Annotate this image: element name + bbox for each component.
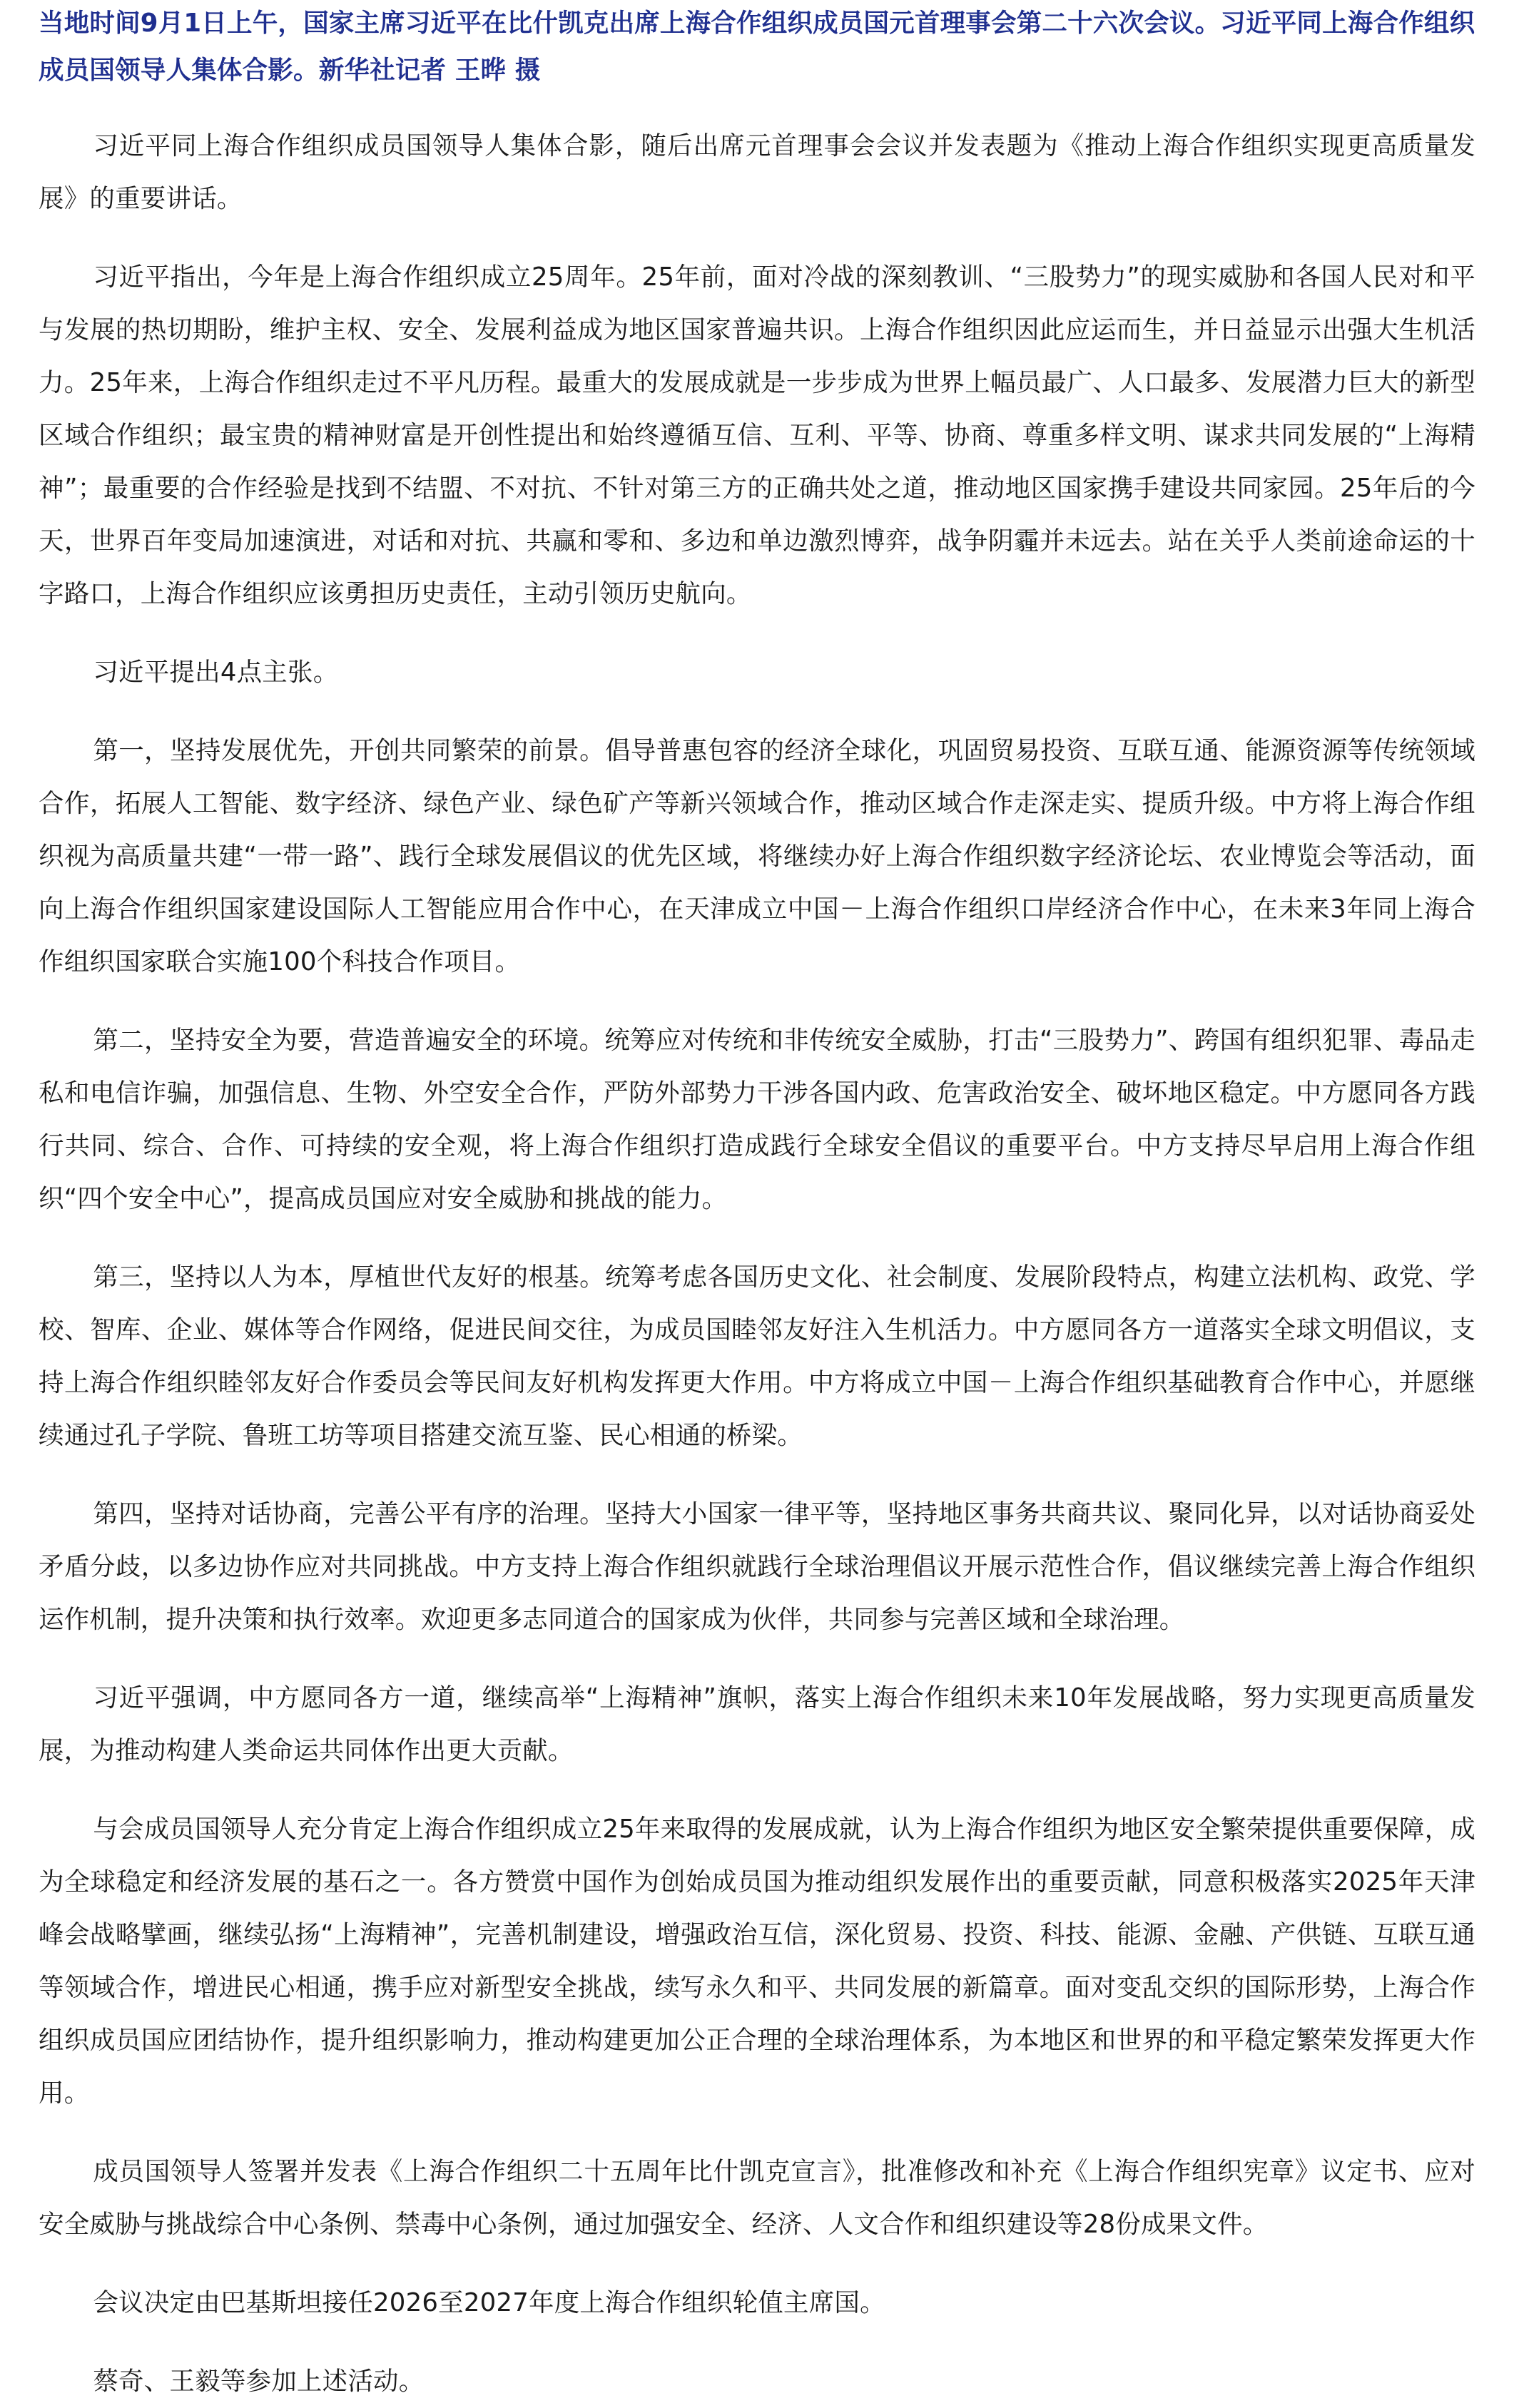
paragraph: 第一，坚持发展优先，开创共同繁荣的前景。倡导普惠包容的经济全球化，巩固贸易投资、互联互通、能源资源等传统领域合作，拓展人工智能、数字经济、绿色产业、绿色矿产等新兴领域合作，推动区域合作走深走实、提质升级。中方将上海合作组织视为高质量共建“一带一路”、践行全球发展倡议的优先区域，将继续办好上海合作组织数字经济论坛、农业博览会等活动，面向上海合作组织国家建设国际人工智能应用合作中心，在天津成立中国－上海合作组织口岸经济合作中心，在未来3年同上海合作组织国家联合实施100个科技合作项目。 [39, 736, 1475, 976]
paragraph: 第三，坚持以人为本，厚植世代友好的根基。统筹考虑各国历史文化、社会制度、发展阶段特点，构建立法机构、政党、学校、智库、企业、媒体等合作网络，促进民间交往，为成员国睦邻友好注入生机活力。中方愿同各方一道落实全球文明倡议，支持上海合作组织睦邻友好合作委员会等民间友好机构发挥更大作用。中方将成立中国－上海合作组织基础教育合作中心，并愿继续通过孔子学院、鲁班工坊等项目搭建交流互鉴、民心相通的桥梁。 [39, 1262, 1475, 1450]
paragraph: 会议决定由巴基斯坦接任2026至2027年度上海合作组织轮值主席国。 [93, 2288, 885, 2317]
paragraph: 习近平提出4点主张。 [93, 658, 339, 687]
paragraph: 成员国领导人签署并发表《上海合作组织二十五周年比什凯克宣言》，批准修改和补充《上海合作组织宪章》议定书、应对安全威胁与挑战综合中心条例、禁毒中心条例，通过加强安全、经济、人文合作和组织建设等28份成果文件。 [39, 2157, 1475, 2239]
paragraph: 习近平同上海合作组织成员国领导人集体合影，随后出席元首理事会会议并发表题为《推动上海合作组织实现更高质量发展》的重要讲话。 [39, 131, 1475, 213]
paragraph: 与会成员国领导人充分肯定上海合作组织成立25年来取得的发展成就，认为上海合作组织为地区安全繁荣提供重要保障，成为全球稳定和经济发展的基石之一。各方赞赏中国作为创始成员国为推动组织发展作出的重要贡献，同意积极落实2025年天津峰会战略擘画，继续弘扬“上海精神”，完善机制建设，增强政治互信，深化贸易、投资、科技、能源、金融、产供链、互联互通等领域合作，增进民心相通，携手应对新型安全挑战，续写永久和平、共同发展的新篇章。面对变乱交织的国际形势，上海合作组织成员国应团结协作，提升组织影响力，推动构建更加公正合理的全球治理体系，为本地区和世界的和平稳定繁荣发挥更大作用。 [39, 1815, 1475, 2108]
paragraph: 蔡奇、王毅等参加上述活动。 [93, 2367, 425, 2396]
paragraph: 第四，坚持对话协商，完善公平有序的治理。坚持大小国家一律平等，坚持地区事务共商共议、聚同化异，以对话协商妥处矛盾分歧，以多边协作应对共同挑战。中方支持上海合作组织就践行全球治理倡议开展示范性合作，倡议继续完善上海合作组织运作机制，提升决策和执行效率。欢迎更多志同道合的国家成为伙伴，共同参与完善区域和全球治理。 [39, 1499, 1475, 1634]
paragraph: 第二，坚持安全为要，营造普遍安全的环境。统筹应对传统和非传统安全威胁，打击“三股势力”、跨国有组织犯罪、毒品走私和电信诈骗，加强信息、生物、外空安全合作，严防外部势力干涉各国内政、危害政治安全、破坏地区稳定。中方愿同各方践行共同、综合、合作、可持续的安全观，将上海合作组织打造成践行全球安全倡议的重要平台。中方支持尽早启用上海合作组织“四个安全中心”，提高成员国应对安全威胁和挑战的能力。 [39, 1026, 1475, 1213]
paragraph: 习近平指出，今年是上海合作组织成立25周年。25年前，面对冷战的深刻教训、“三股势力”的现实威胁和各国人民对和平与发展的热切期盼，维护主权、安全、发展利益成为地区国家普遍共识。上海合作组织因此应运而生，并日益显示出强大生机活力。25年来，上海合作组织走过不平凡历程。最重大的发展成就是一步步成为世界上幅员最广、人口最多、发展潜力巨大的新型区域合作组织；最宝贵的精神财富是开创性提出和始终遵循互信、互利、平等、协商、尊重多样文明、谋求共同发展的“上海精神”；最重要的合作经验是找到不结盟、不对抗、不针对第三方的正确共处之道，推动地区国家携手建设共同家园。25年后的今天，世界百年变局加速演进，对话和对抗、共赢和零和、多边和单边激烈博弈，战争阴霾并未远去。站在关乎人类前途命运的十字路口，上海合作组织应该勇担历史责任，主动引领历史航向。 [39, 262, 1475, 608]
paragraph: 习近平强调，中方愿同各方一道，继续高举“上海精神”旗帜，落实上海合作组织未来10年发展战略，努力实现更高质量发展，为推动构建人类命运共同体作出更大贡献。 [39, 1683, 1475, 1765]
photo-caption: 当地时间9月1日上午，国家主席习近平在比什凯克出席上海合作组织成员国元首理事会第二十六次会议。习近平同上海合作组织成员国领导人集体合影。新华社记者 王晔 摄 [39, 9, 1475, 85]
article-body [39, 0, 1475, 2408]
